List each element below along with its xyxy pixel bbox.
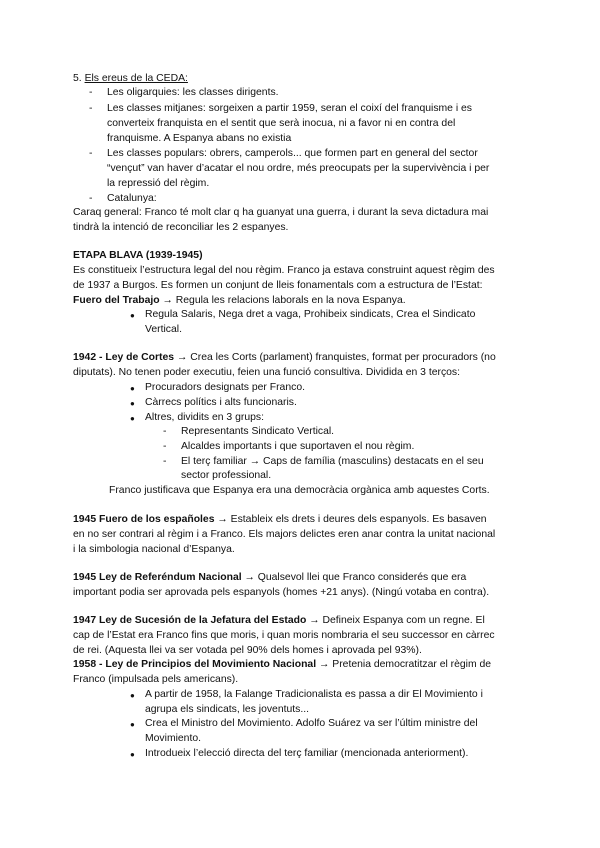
bullet-item: Introdueix l’elecció directa del terç familiar (mencionada anteriorment). <box>145 748 469 759</box>
paragraph-line: Franco justificava que Espanya era una democràcia orgànica amb aquestes Corts. <box>109 485 490 496</box>
list-item-continuation: converteix franquista en el sentit que serà inocua, ni a favor ni en contra del <box>107 118 456 129</box>
section-heading: ETAPA BLAVA (1939-1945) <box>73 250 203 261</box>
dash-marker: - <box>89 148 93 159</box>
law-line <box>73 351 496 365</box>
bullet-item: Càrrecs polítics i alts funcionaris. <box>145 397 297 408</box>
paragraph-line: important podia ser aprovada pels espanyols (homes +21 anys). (Ningú votaba en contra). <box>73 587 490 598</box>
paragraph-line: Caraq general: Franco té molt clar q ha guanyat una guerra, i durant la seva dictadura mai <box>73 207 489 218</box>
law-name: 1945 Fuero de los españoles <box>73 514 215 525</box>
list-item-continuation: “vençut” van haver d’acatar el nou ordre, més preocupats per la supervivència i per <box>107 163 490 174</box>
law-line <box>73 614 485 628</box>
law-line <box>73 294 406 308</box>
law-line <box>73 571 466 585</box>
law-name: 1947 Ley de Sucesión de la Jefatura del Estado <box>73 615 307 626</box>
list-item: Les classes populars: obrers, camperols... que formen part en general del sector <box>107 148 478 159</box>
bullet-item: Regula Salaris, Nega dret a vaga, Prohibeix sindicats, Crea el Sindicato <box>145 309 476 320</box>
law-description: → Defineix Espanya com un regne. El <box>306 615 485 626</box>
bullet-marker: ● <box>130 311 135 320</box>
dash-marker: - <box>89 193 93 204</box>
list-item-continuation: franquisme. A Espanya abans no existia <box>107 133 292 144</box>
paragraph-line: Franco (impulsada pels americans). <box>73 674 239 685</box>
law-description: → Crea les Corts (parlament) franquistes, format per procuradors (no <box>174 352 496 363</box>
bullet-marker: ● <box>130 691 135 700</box>
dash-marker: - <box>163 441 167 452</box>
law-name: Fuero del Trabajo <box>73 295 160 306</box>
law-description: → Pretenia democratitzar el règim de <box>316 659 492 670</box>
sub-list-item-continuation: sector professional. <box>181 470 272 481</box>
paragraph-line: de rei. (Aquesta llei va ser votada pel 90% dels homes i aprovada pel 93%). <box>73 645 422 656</box>
law-name: 1958 - Ley de Principios del Movimiento Nacional <box>73 659 317 670</box>
law-description: → Qualsevol llei que Franco considerés que era <box>241 572 467 583</box>
bullet-item-continuation: Movimiento. <box>145 733 202 744</box>
dash-marker: - <box>163 426 167 437</box>
sub-list-item: El terç familiar → Caps de família (masculins) destacats en el seu <box>181 456 484 467</box>
section-title: Els ereus de la CEDA: <box>84 73 188 84</box>
law-name: 1945 Ley de Referéndum Nacional <box>73 572 242 583</box>
section-5-heading <box>73 72 188 86</box>
sub-list-item: Representants Sindicato Vertical. <box>181 426 335 437</box>
bullet-marker: ● <box>130 750 135 759</box>
paragraph-line: diputats). No tenen poder executiu, feien una funció consultiva. Dividida en 3 terços: <box>73 367 460 378</box>
list-item: Les classes mitjanes: sorgeixen a partir 1959, seran el coixí del franquisme i es <box>107 103 473 114</box>
paragraph-line: en no ser contrari al règim i a Franco. Els majors delictes eren anar contra la unitat nacional <box>73 529 496 540</box>
bullet-item: Altres, dividits en 3 grups: <box>145 412 264 423</box>
dash-marker: - <box>89 103 93 114</box>
bullet-item-continuation: agrupa els sindicats, les joventuts... <box>145 704 310 715</box>
law-name: 1942 - Ley de Cortes <box>73 352 175 363</box>
bullet-item-continuation: Vertical. <box>145 324 182 335</box>
list-item-continuation: la repressió del règim. <box>107 178 210 189</box>
paragraph-line: Es constitueix l’estructura legal del nou règim. Franco ja estava construint aquest règim des <box>73 265 495 276</box>
section-number: 5. <box>73 73 82 84</box>
paragraph-line: de 1937 a Burgos. Es formen un conjunt de lleis fonamentals com a estructura de l’Estat: <box>73 280 483 291</box>
bullet-marker: ● <box>130 384 135 393</box>
bullet-item: A partir de 1958, la Falange Tradicionalista es passa a dir El Movimiento i <box>145 689 483 700</box>
list-item: Catalunya: <box>107 193 157 204</box>
law-line <box>73 513 487 527</box>
bullet-marker: ● <box>130 414 135 423</box>
bullet-item: Crea el Ministro del Movimiento. Adolfo Suárez va ser l’últim ministre del <box>145 718 478 729</box>
law-line <box>73 658 491 672</box>
paragraph-line: tindrà la intenció de reconciliar les 2 espanyes. <box>73 222 289 233</box>
bullet-item: Procuradors designats per Franco. <box>145 382 305 393</box>
bullet-marker: ● <box>130 399 135 408</box>
sub-list-item: Alcaldes importants i que suportaven el nou règim. <box>181 441 415 452</box>
paragraph-line: i la simbologia nacional d’Espanya. <box>73 544 235 555</box>
paragraph-line: cap de l’Estat era Franco fins que moris, i quan moris nombraria el seu successor en càrrec <box>73 630 495 641</box>
law-description: → Estableix els drets i deures dels espanyols. Es basaven <box>214 514 487 525</box>
dash-marker: - <box>163 456 167 467</box>
bullet-marker: ● <box>130 720 135 729</box>
law-description: → Regula les relacions laborals en la nova Espanya. <box>159 295 406 306</box>
list-item: Les oligarquies: les classes dirigents. <box>107 87 279 98</box>
dash-marker: - <box>89 87 93 98</box>
